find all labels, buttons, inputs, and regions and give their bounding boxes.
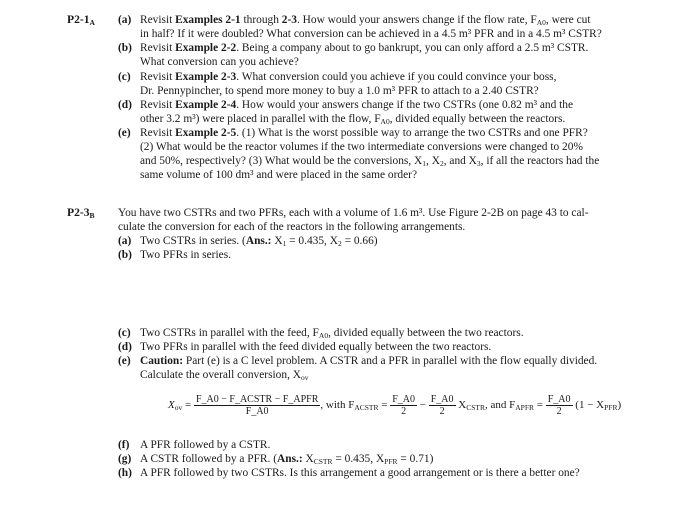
p21-c-line2: Dr. Pennypincher, to spend more money to buy a 1.0 m³ PFR to attach to a 2.40 CSTR?	[140, 85, 539, 97]
p21-a-line1: Revisit Examples 2-1 through 2-3. How would your answers change if the flow rate, $F_{A0}$, were cut	[140, 14, 591, 27]
p23-part-e-letter: (e)	[118, 355, 131, 367]
equation-main-fraction: $\frac{\text{F\_A0 − F\_ACSTR − F\_APFR}}{F\_A0}$	[195, 393, 319, 417]
equation-fraction-1: $\frac{F\_A0}{2}$	[392, 393, 416, 417]
p21-b-line1: Revisit Example 2-2. Being a company about to go bankrupt, you can only afford a 2.5 m³ CSTR.	[140, 42, 589, 54]
p23-part-g-text: A CSTR followed by a PFR. (Ans.: $X_{CSTR} = 0.435$, $X_{PFR} = 0.71$)	[140, 453, 434, 466]
overall-conversion-equation: $X_{ov}$ = $\frac{\text{F\_A0 − F\_ACSTR − F\_APFR}}{F\_A0}$ , with $F_{ACSTR}$ = $\frac{F\_A0}{2}$ − $\frac{F\_A0}{2}$ $X_{CSTR}$, and $F_{APFR}$ = $\frac{F\_A0}{2}$ $(1 - X_{PFR})$	[168, 393, 622, 417]
p21-e-line4: same volume of 100 dm³ and were placed in the same order?	[140, 169, 418, 181]
p21-d-line2: other 3.2 m³) were placed in parallel with the flow, $F_{A0}$, divided equally between the reactors.	[140, 113, 566, 126]
problem-label-p2-3: $P2-3_B$	[67, 206, 95, 220]
equation-fraction-3: $\frac{F\_A0}{2}$	[547, 393, 571, 417]
part-d-letter: (d)	[118, 99, 132, 111]
p21-e-line3: and 50%, respectively? (3) What would be the conversions, $X_1$, $X_2$, and $X_3$, if all the reactors had the	[140, 155, 600, 168]
p23-part-g-letter: (g)	[118, 453, 132, 465]
p23-part-b-text: Two PFRs in series.	[140, 249, 231, 261]
p23-intro-line2: culate the conversion for each of the reactors in the following arrangements.	[118, 221, 466, 233]
part-a-letter: (a)	[118, 14, 132, 26]
p23-part-e-line2: Calculate the overall conversion, $X_{ov}$	[140, 369, 309, 382]
p21-d-line1: Revisit Example 2-4. How would your answers change if the two CSTRs (one 0.82 m³ and the	[140, 99, 574, 111]
part-b-letter: (b)	[118, 42, 132, 54]
p23-part-h-text: A PFR followed by two CSTRs. Is this arrangement a good arrangement or is there a better one?	[140, 467, 580, 479]
p23-part-e-line1: Caution: Part (e) is a C level problem. A CSTR and a PFR in parallel with the flow equally divided.	[140, 355, 598, 367]
p21-e-line1: Revisit Example 2-5. (1) What is the worst possible way to arrange the two CSTRs and one PFR?	[140, 127, 588, 139]
p23-part-b-letter: (b)	[118, 249, 132, 261]
p23-part-a-text: Two CSTRs in series. (Ans.: $X_1 = 0.435$, $X_2 = 0.66$)	[140, 235, 378, 248]
problem-label-p2-1: $P2-1_A$	[67, 13, 95, 27]
equation-fraction-2: $\frac{F\_A0}{2}$	[430, 393, 454, 417]
p21-b-line2: What conversion can you achieve?	[140, 56, 299, 68]
p23-part-f-text: A PFR followed by a CSTR.	[140, 439, 271, 451]
p21-c-line1: Revisit Example 2-3. What conversion could you achieve if you could convince your boss,	[140, 71, 557, 83]
p21-e-line2: (2) What would be the reactor volumes if the two intermediate conversions were changed to 20%	[140, 141, 583, 153]
part-c-letter: (c)	[118, 71, 131, 83]
p23-part-h-letter: (h)	[118, 467, 132, 479]
p23-part-c-letter: (c)	[118, 327, 131, 339]
p23-part-d-text: Two PFRs in parallel with the feed divided equally between the two reactors.	[140, 341, 492, 353]
p21-a-line2: in half? If it were doubled? What conversion can be achieved in a 4.5 m³ PFR and in a 4.5 m³ CSTR?	[140, 28, 602, 40]
p23-part-a-letter: (a)	[118, 235, 132, 247]
p23-intro-line1: You have two CSTRs and two PFRs, each with a volume of 1.6 m³. Use Figure 2-2B on page 43 to cal-	[118, 207, 589, 219]
p23-part-d-letter: (d)	[118, 341, 132, 353]
p23-part-f-letter: (f)	[118, 439, 130, 451]
part-e-letter: (e)	[118, 127, 131, 139]
p23-part-c-text: Two CSTRs in parallel with the feed, $F_{A0}$, divided equally between the two reactors.	[140, 327, 524, 340]
